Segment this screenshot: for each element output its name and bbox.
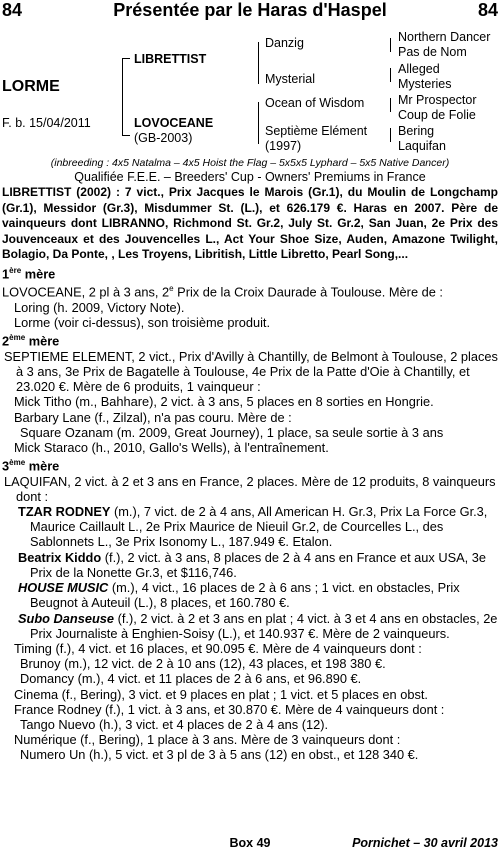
produce-entry: TZAR RODNEY (m.), 7 vict. de 2 à 4 ans, All American H. Gr.3, Prix La Force Gr.3, Maurice Caillault L., 2e Prix Maurice de Nieuil Gr.2, de Courcelles L., des Sablonnets L., 3e Prix Isonomy L., 187.949 €. Etalon. [18, 504, 488, 550]
produce-line: Lorme (voir ci-dessus), son troisième produit. [14, 315, 271, 331]
grandsire-sire: Danzig [265, 36, 304, 50]
box-number: Box 49 [229, 836, 271, 850]
second-dam-heading: 2ème mère [2, 333, 60, 349]
catalogue-body [2, 185, 498, 763]
bracket-line [258, 42, 259, 84]
dam-info: (GB-2003) [134, 131, 193, 145]
sire-paragraph: LIBRETTIST (2002) : 7 vict., Prix Jacques le Marois (Gr.1), du Moulin de Longchamp (Gr.1), Messidor (Gr.3), Misdummer St. (L.), et 626.179 €. Haras en 2007. Père de vainqueurs dont LIBRANNO, Richmond St. Gr.2, July St. Gr.2, San Juan, 2e Prix des Jouvenceaux et des Jouvencelles L., Act Your Shoe Size, Auden, Amazone Twilight, Bolagio, Da Ponte, , Les Troyens, Libritish, Little Libretto, Pearl Song,... [2, 185, 498, 262]
horse-info: F. b. 15/04/2011 [2, 116, 91, 130]
produce-line: Mick Staraco (h., 2010, Gallo's Wells), à l'entraînement. [14, 440, 329, 455]
produce-entry: Beatrix Kiddo (f.), 2 vict. à 3 ans, 8 places de 2 à 4 ans en France et aux USA, 3e Prix de la Nonette Gr.3, et $116,746. [18, 549, 487, 580]
granddam-dam-year: (1997) [265, 139, 302, 153]
bracket-line [390, 38, 391, 52]
first-dam-heading: 1ère mère [2, 265, 56, 282]
pedigree-table [0, 28, 500, 156]
produce-line: Loring (h. 2009, Victory Note). [14, 299, 185, 315]
produce-line: Square Ozanam (m. 2009, Great Journey), 1 place, sa seule sortie à 3 ans [20, 424, 444, 440]
granddam-dam: Septième Elément [265, 124, 368, 138]
grandsire-dam: Ocean of Wisdom [265, 96, 365, 110]
granddam-sire: Mysterial [265, 72, 316, 86]
inbreeding-note: (inbreeding : 4x5 Natalma – 4x5 Hoist the Flag – 5x5x5 Lyphard – 5x5 Native Dancer) [50, 157, 450, 169]
second-dam-paragraph: SEPTIEME ELEMENT, 2 vict., Prix d'Avilly à Chantilly, de Belmont à Toulouse, 2 places à 3 ans, 3e Prix de Bagatelle à Toulouse, 4e Prix de la Patte d'Oie à Chantilly, et 23.020 €. Mère de 6 produits, 1 vainqueur : [4, 348, 498, 395]
produce-line: Cinema (f., Bering), 3 vict. et 9 places en plat ; 1 vict. et 5 places en obst. [14, 686, 428, 702]
produce-line: Barbary Lane (f., Zilzal), n'a pas couru. Mère de : [14, 409, 292, 425]
page-title: Présentée par le Haras d'Haspel [113, 0, 387, 20]
produce-line: Timing (f.), 4 vict. et 16 places, et 90.095 €. Mère de 4 vainqueurs dont : [14, 640, 422, 656]
bracket-line [390, 98, 391, 112]
produce-line: France Rodney (f.), 1 vict. à 3 ans, et 30.870 €. Mère de 4 vainqueurs dont : [14, 701, 445, 717]
produce-line: Numero Un (h.), 5 vict. et 3 pl de 3 à 5 ans (12) en obst., et 128 340 €. [20, 747, 419, 763]
page-number-right: 84 [477, 0, 498, 20]
page-header [0, 0, 500, 22]
page-footer [0, 836, 500, 854]
sire-name: LIBRETTIST [134, 52, 207, 66]
third-dam-heading: 3ème mère [2, 458, 60, 474]
ancestor: Alleged [398, 62, 440, 76]
ancestor: Pas de Nom [398, 45, 467, 59]
produce-line: Tango Nuevo (h.), 3 vict. et 4 places de 2 à 4 ans (12). [20, 716, 329, 732]
bracket-line [122, 135, 130, 136]
produce-line: Brunoy (m.), 12 vict. de 2 à 10 ans (12), 43 places, et 198 380 €. [20, 656, 386, 672]
ancestor: Laquifan [398, 139, 446, 153]
produce-line: Mick Titho (m., Bahhare), 2 vict. à 3 ans, 5 places en 8 sorties en Hongrie. [14, 394, 434, 410]
first-dam-paragraph: LOVOCEANE, 2 pl à 3 ans, 2e Prix de la Croix Daurade à Toulouse. Mère de : [2, 284, 443, 300]
produce-entry: HOUSE MUSIC (m.), 4 vict., 16 places de 2 à 6 ans ; 1 vict. en obstacles, Prix Beugnot à Auteuil (L.), 8 places, et 160.780 €. [18, 580, 460, 611]
produce-line: Numérique (f., Bering), 1 place à 3 ans. Mère de 3 vainqueurs dont : [14, 732, 401, 748]
bracket-line [390, 68, 391, 82]
ancestor: Coup de Folie [398, 108, 476, 122]
page-number-left: 84 [2, 0, 23, 20]
horse-name: LORME [2, 78, 60, 95]
bracket-line [122, 58, 130, 59]
ancestor: Mr Prospector [398, 93, 477, 107]
bracket-line [258, 102, 259, 144]
dam-name: LOVOCEANE [134, 116, 214, 130]
qualification-line: Qualifiée F.E.E. – Breeders' Cup - Owners' Premiums in France [74, 170, 426, 184]
ancestor: Mysteries [398, 77, 452, 91]
produce-line: Domancy (m.), 4 vict. et 11 places de 2 à 6 ans, et 96.890 €. [20, 671, 362, 687]
third-dam-paragraph: LAQUIFAN, 2 vict. à 2 et 3 ans en France, 2 places. Mère de 12 produits, 8 vainqueurs dont : [4, 473, 496, 504]
bracket-line [390, 128, 391, 142]
sale-place-date: Pornichet – 30 avril 2013 [352, 836, 498, 850]
ancestor: Northern Dancer [398, 30, 491, 44]
ancestor: Bering [398, 124, 435, 138]
bracket-line [122, 58, 123, 136]
produce-entry: Subo Danseuse (f.), 2 vict. à 2 et 3 ans en plat ; 4 vict. à 3 et 4 ans en obstacles, 2e Prix Journaliste à Enghien-Soisy (L.), et 140.937 €. Mère de 2 vainqueurs. [18, 610, 498, 641]
